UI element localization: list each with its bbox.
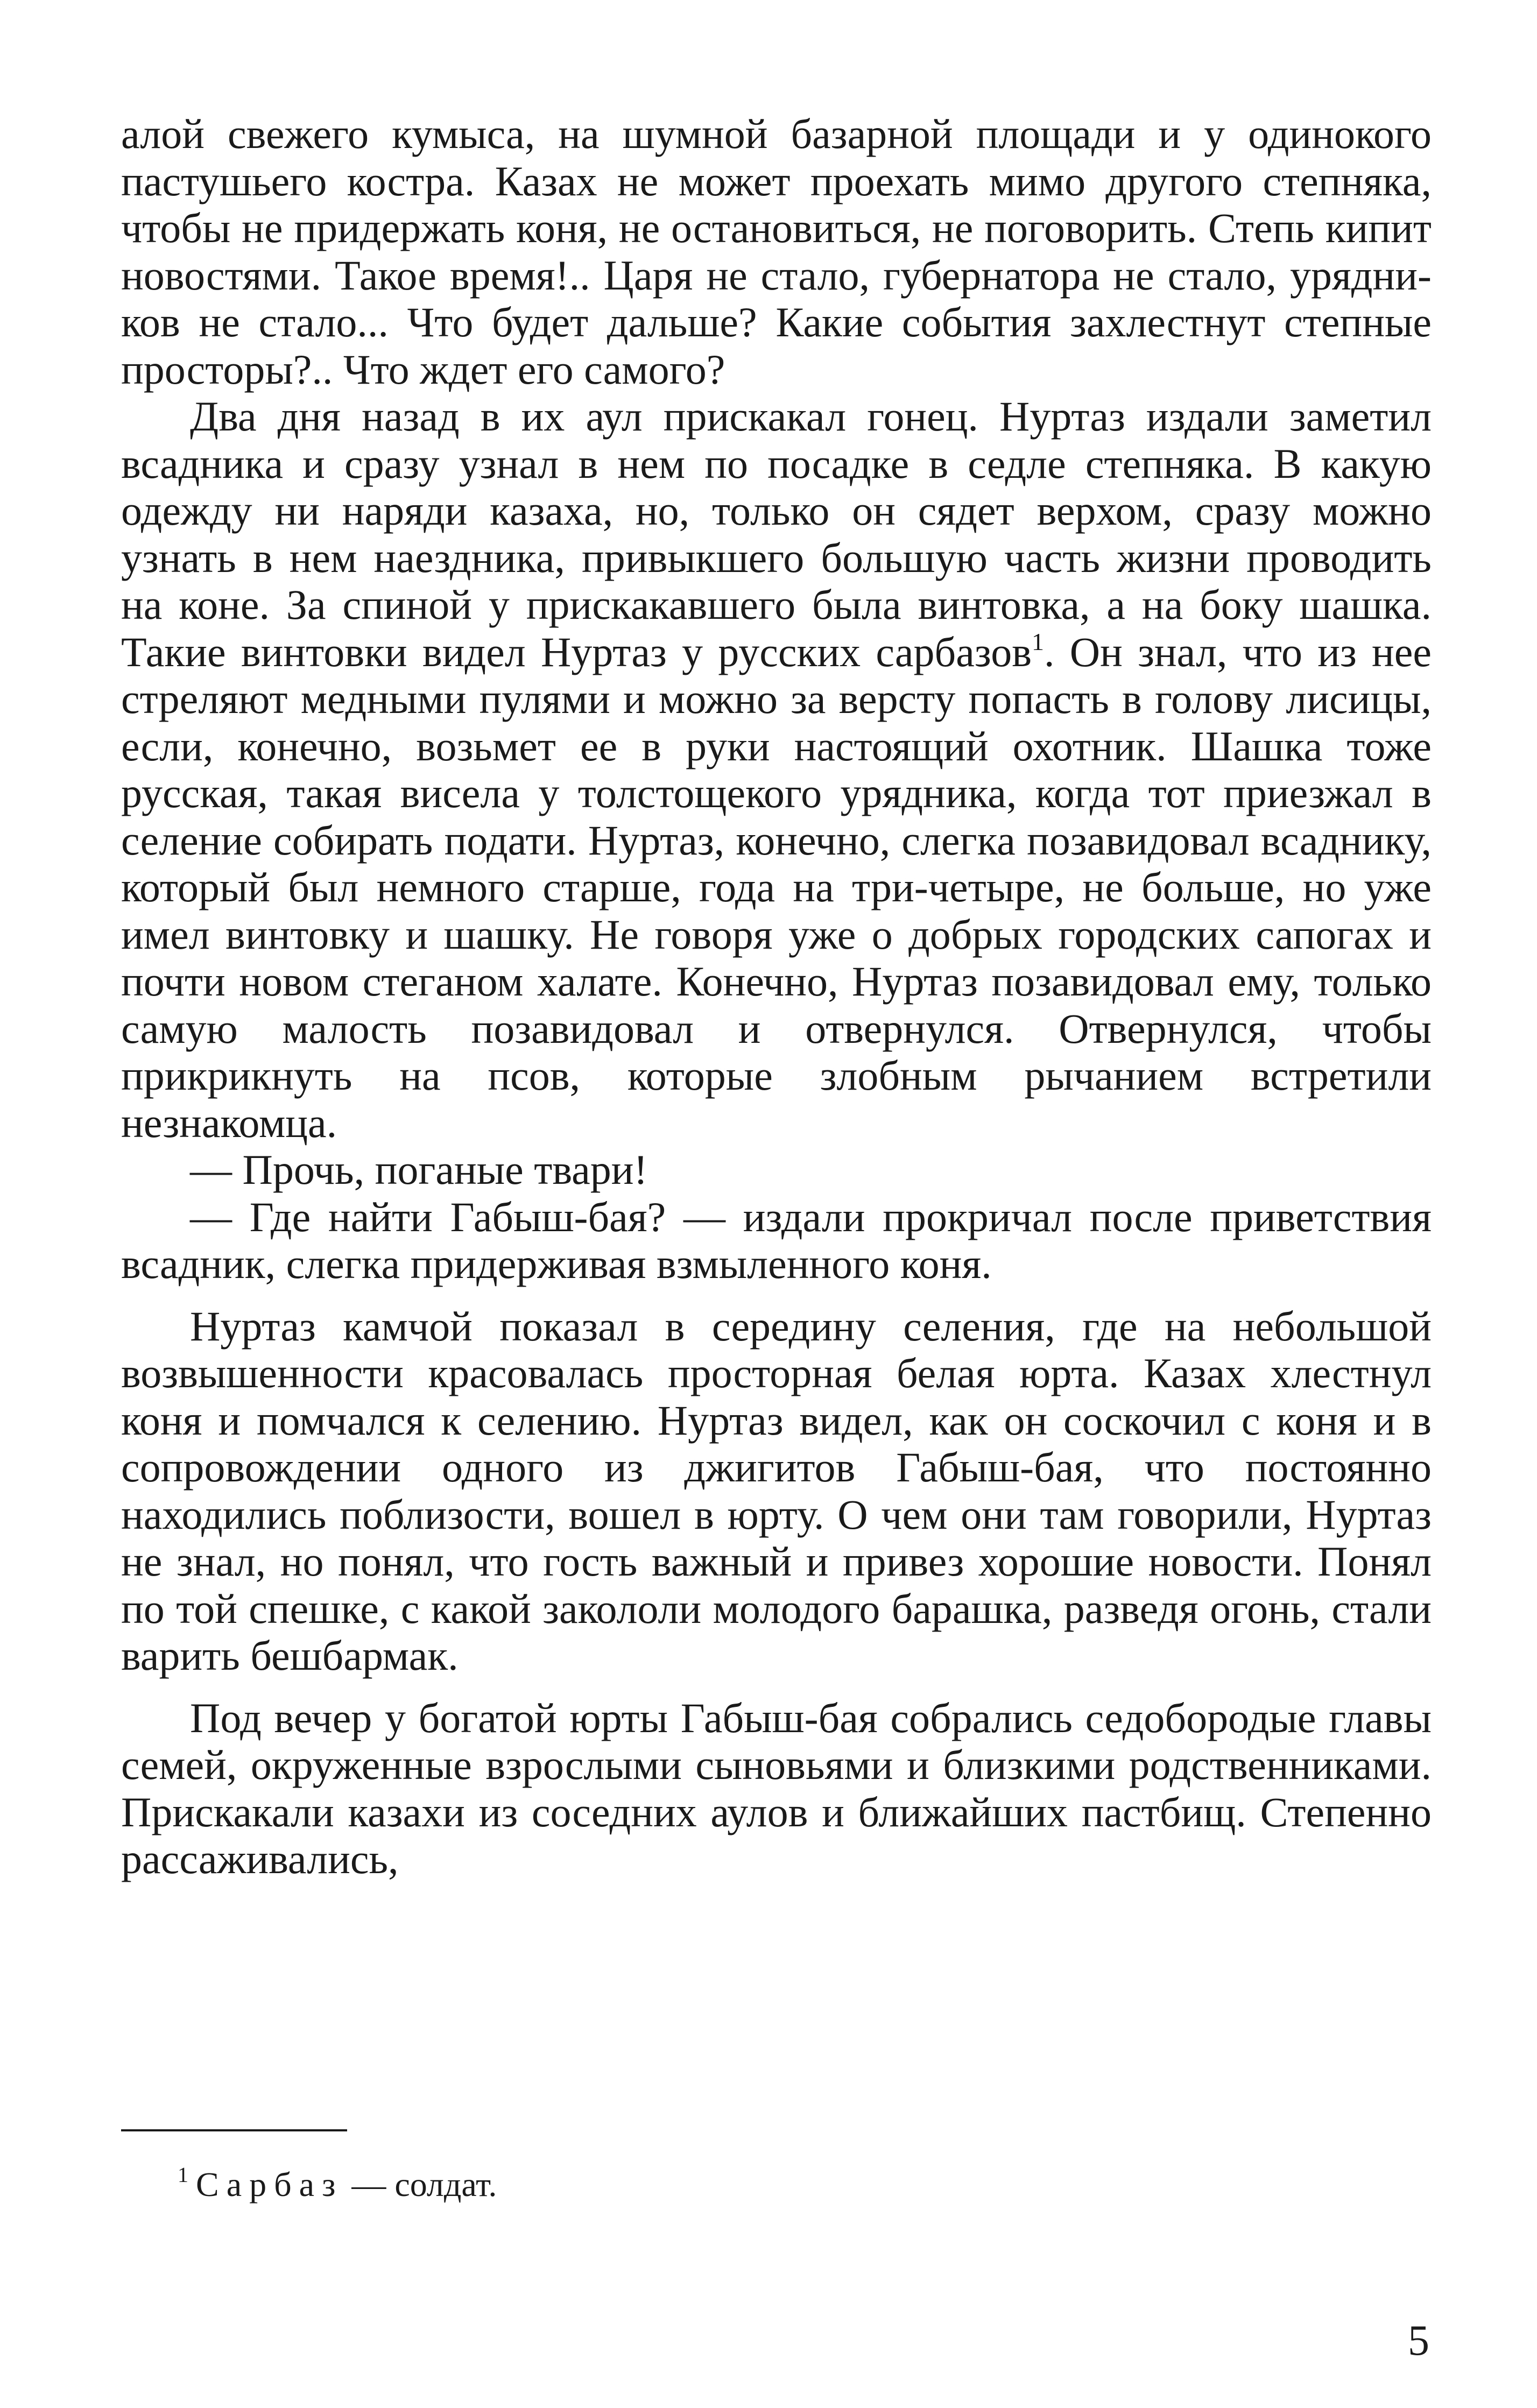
footnote-definition: — солдат.: [343, 2165, 497, 2204]
paragraph-4: Под вечер у богатой юрты Габыш-бая собрались седобородые главы семей, окруженные взрослыми сыновьями и близкими родственниками. Прискакали казахи из соседних аулов и ближайших пастбищ. Степенно рассаживались,: [121, 1694, 1432, 1882]
paragraph-2: [121, 393, 1432, 1146]
footnote-mark: 1: [178, 2163, 188, 2187]
dialogue-line-1: — Прочь, поганые твари!: [190, 1146, 648, 1193]
footnote: [178, 2163, 497, 2206]
page-body: [121, 110, 1432, 1883]
paragraph-2-text-b: . Он знал, что из нее стреляют медными пулями и можно за версту попасть в голову лисицы, если, конечно, возьмет ее в руки настоящий охотник. Шашка тоже русская, такая висела у толстощекого урядника, когда тот приезжал в селение собирать подати. Нуртаз, конечно, слегка позавидовал всаднику, который был немного старше, года на три-четыре, не больше, но уже имел винтовку и шашку. Не говоря уже о добрых городских сапогах и почти новом стеганом халате. Конечно, Нуртаз позавидовал ему, только самую малость позавидовал и отвернулся. Отвернулся, чтобы прикрикнуть на псов, которые злобным рычанием встретили незнакомца.: [121, 628, 1432, 1146]
paragraph-1: алой свежего кумыса, на шумной базарной площади и у одинокого пастушьего костра. Казах не может проехать мимо другого степняка, чтобы не придержать коня, не остановиться, не поговорить. Степь кипит новостями. Такое время!.. Царя не стало, губернатора не стало, урядников не стало... Что будет дальше? Какие события захлестнут степные просторы?.. Что ждет его самого?: [121, 110, 1432, 393]
page-number: 5: [1408, 2317, 1429, 2364]
paragraph-3: Нуртаз камчой показал в середину селения, где на небольшой возвышенности красовалась просторная белая юрта. Казах хлестнул коня и помчался к селению. Нуртаз видел, как он соскочил с коня и в сопровождении одного из джигитов Габыш-бая, что постоянно находились поблизости, вошел в юрту. О чем они там говорили, Нуртаз не знал, но понял, что гость важный и привез хорошие новости. Понял по той спешке, с какой закололи молодого барашка, разведя огонь, стали варить бешбармак.: [121, 1302, 1432, 1679]
paragraph-2-text-a: Два дня назад в их аул прискакал гонец. Нуртаз издали заметил всадника и сразу узнал в нем по посадке в седле степняка. В какую одежду ни наряди казаха, но, только он сядет верхом, сразу можно узнать в нем наездника, привыкшего большую часть жизни проводить на коне. За спиной у прискакавшего была винтовка, а на боку шашка. Такие винтовки видел Нуртаз у русских сарбазов: [121, 393, 1432, 675]
footnote-term: Сарбаз: [196, 2165, 343, 2204]
dialogue-line-2: — Где найти Габыш-бая? — издали прокричал после приветствия всадник, слегка придерживая взмыленного коня.: [121, 1193, 1432, 1287]
footnote-divider: [121, 2129, 347, 2131]
footnote-reference: 1: [1032, 627, 1045, 655]
